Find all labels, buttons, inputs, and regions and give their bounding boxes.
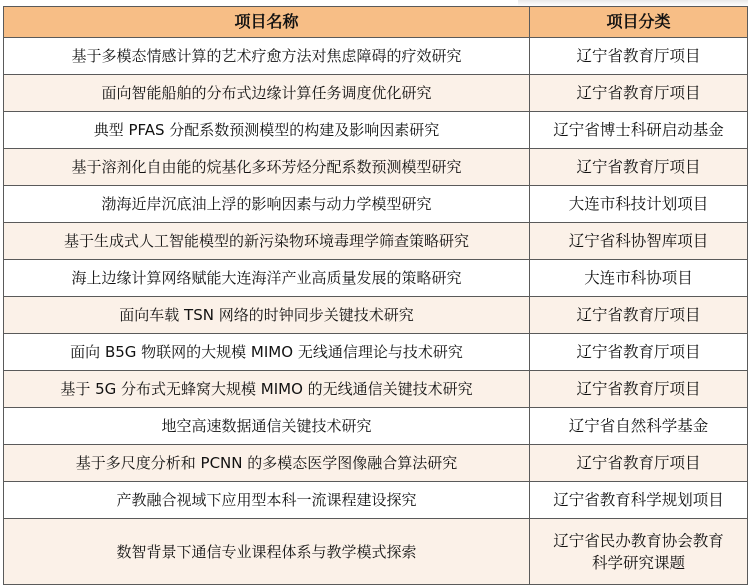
- project-name-cell: 渤海近岸沉底油上浮的影响因素与动力学模型研究: [4, 186, 530, 223]
- table-row: [4, 112, 748, 149]
- project-category-cell: 辽宁省教育厅项目: [530, 75, 748, 112]
- project-name-cell: 数智背景下通信专业课程体系与教学模式探索: [4, 519, 530, 585]
- table-row: [4, 445, 748, 482]
- project-category-cell: 辽宁省教育厅项目: [530, 38, 748, 75]
- project-name-cell: 基于溶剂化自由能的烷基化多环芳烃分配系数预测模型研究: [4, 149, 530, 186]
- table-row: [4, 482, 748, 519]
- project-category-cell: 辽宁省教育厅项目: [530, 371, 748, 408]
- header-project-name: 项目名称: [4, 7, 530, 38]
- project-category-cell: 辽宁省教育科学规划项目: [530, 482, 748, 519]
- table-row: [4, 186, 748, 223]
- project-category-cell: [530, 519, 748, 585]
- table-row: [4, 371, 748, 408]
- table-row: [4, 334, 748, 371]
- project-name-cell: 面向 B5G 物联网的大规模 MIMO 无线通信理论与技术研究: [4, 334, 530, 371]
- table-row: [4, 149, 748, 186]
- project-name-cell: 基于多模态情感计算的艺术疗愈方法对焦虑障碍的疗效研究: [4, 38, 530, 75]
- project-name-cell: 典型 PFAS 分配系数预测模型的构建及影响因素研究: [4, 112, 530, 149]
- table-row: [4, 75, 748, 112]
- table-row: [4, 297, 748, 334]
- project-name-cell: 基于生成式人工智能模型的新污染物环境毒理学筛查策略研究: [4, 223, 530, 260]
- project-category-cell: 大连市科技计划项目: [530, 186, 748, 223]
- table-header-row: [4, 7, 748, 38]
- project-category-cell: 辽宁省博士科研启动基金: [530, 112, 748, 149]
- table-row: [4, 408, 748, 445]
- project-category-cell: 大连市科协项目: [530, 260, 748, 297]
- project-category-cell: 辽宁省科协智库项目: [530, 223, 748, 260]
- project-category-cell: 辽宁省教育厅项目: [530, 149, 748, 186]
- project-name-cell: 面向智能船舶的分布式边缘计算任务调度优化研究: [4, 75, 530, 112]
- project-category-cell: 辽宁省教育厅项目: [530, 334, 748, 371]
- table-row: [4, 38, 748, 75]
- project-name-cell: 面向车载 TSN 网络的时钟同步关键技术研究: [4, 297, 530, 334]
- project-name-cell: 产教融合视域下应用型本科一流课程建设探究: [4, 482, 530, 519]
- project-name-cell: 海上边缘计算网络赋能大连海洋产业高质量发展的策略研究: [4, 260, 530, 297]
- project-category-cell: 辽宁省教育厅项目: [530, 445, 748, 482]
- project-category-line-2: 科学研究课题: [591, 553, 685, 572]
- project-name-cell: 基于多尺度分析和 PCNN 的多模态医学图像融合算法研究: [4, 445, 530, 482]
- project-category-cell: 辽宁省自然科学基金: [530, 408, 748, 445]
- project-name-cell: 地空高速数据通信关键技术研究: [4, 408, 530, 445]
- project-category-line-1: 辽宁省民办教育协会教育: [553, 531, 724, 550]
- table-row: [4, 223, 748, 260]
- table-row: [4, 260, 748, 297]
- project-name-cell: 基于 5G 分布式无蜂窝大规模 MIMO 的无线通信关键技术研究: [4, 371, 530, 408]
- project-table: [3, 6, 748, 585]
- header-project-category: 项目分类: [530, 7, 748, 38]
- project-category-cell: 辽宁省教育厅项目: [530, 297, 748, 334]
- table-row: [4, 519, 748, 585]
